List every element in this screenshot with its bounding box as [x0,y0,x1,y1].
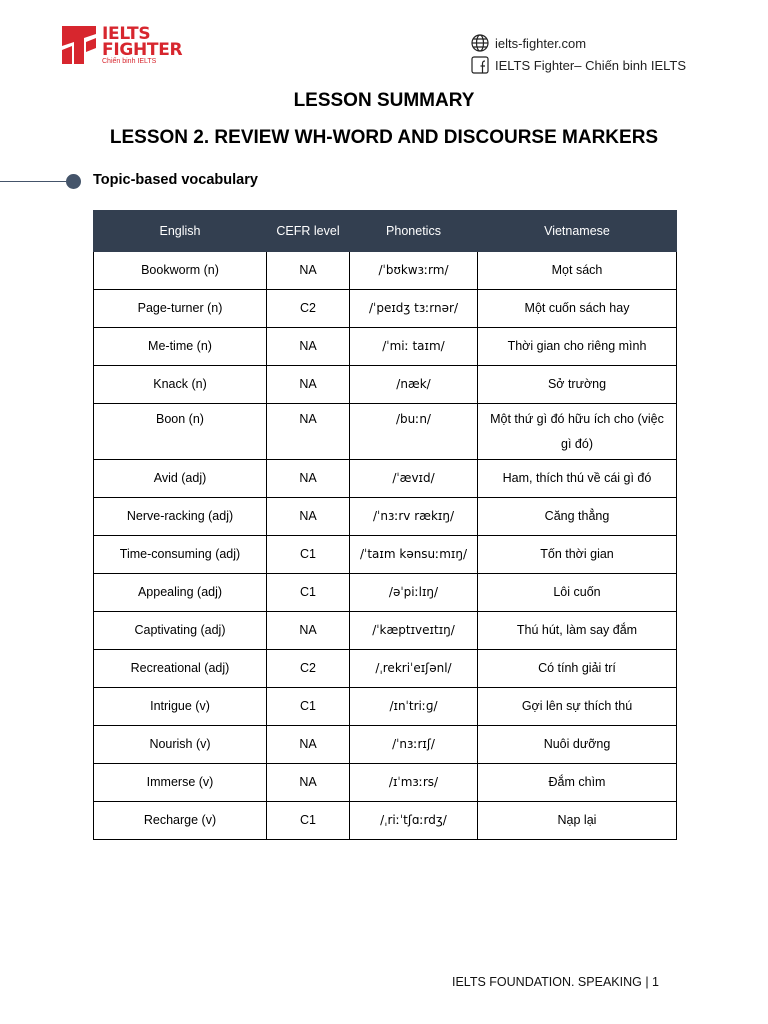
english-cell: Time-consuming (adj) [94,536,267,574]
website-link[interactable]: ielts-fighter.com [495,35,587,51]
phonetics-cell: /əˈpiːlɪŋ/ [350,574,478,612]
table-row [94,802,677,840]
facebook-icon [471,56,489,74]
vocabulary-table [93,210,677,840]
cefr-cell: NA [267,252,350,290]
brand-logo [62,26,192,72]
vietnamese-cell: Tốn thời gian [478,536,677,574]
section-bullet-icon [66,174,81,189]
column-header-vietnamese: Vietnamese [478,211,677,252]
cefr-cell: C1 [267,574,350,612]
english-cell: Avid (adj) [94,460,267,498]
section-line [0,181,66,182]
table-row [94,612,677,650]
table-row [94,498,677,536]
english-cell: Recharge (v) [94,802,267,840]
english-cell: Me-time (n) [94,328,267,366]
phonetics-cell: /ˈmiː taɪm/ [350,328,478,366]
phonetics-cell: /ˈtaɪm kənsuːmɪŋ/ [350,536,478,574]
vietnamese-cell: Đắm chìm [478,764,677,802]
website-row [471,32,686,54]
cefr-cell: C2 [267,290,350,328]
phonetics-cell: /ˈkæptɪveɪtɪŋ/ [350,612,478,650]
phonetics-cell: /ˌriːˈtʃɑːrdʒ/ [350,802,478,840]
phonetics-cell: /ˈnɜːrv rækɪŋ/ [350,498,478,536]
english-cell: Page-turner (n) [94,290,267,328]
vietnamese-cell: Nạp lại [478,802,677,840]
table-row [94,574,677,612]
logo-line-2: FIGHTER [102,40,183,60]
cefr-cell: NA [267,726,350,764]
vietnamese-cell: Một thứ gì đó hữu ích cho (việc gì đó) [478,404,677,460]
phonetics-cell: /ɪnˈtriːɡ/ [350,688,478,726]
ielts-fighter-logo-icon [62,26,96,64]
page-title: LESSON SUMMARY [293,90,475,111]
table-body [94,252,677,840]
english-cell: Nourish (v) [94,726,267,764]
phonetics-cell: /ˈnɜːrɪʃ/ [350,726,478,764]
cefr-cell: NA [267,328,350,366]
phonetics-cell: /ˈævɪd/ [350,460,478,498]
vietnamese-cell: Thú hút, làm say đắm [478,612,677,650]
cefr-cell: C1 [267,536,350,574]
phonetics-cell: /ˌrekriˈeɪʃənl/ [350,650,478,688]
phonetics-cell: /ˈbʊkwɜːrm/ [350,252,478,290]
english-cell: Nerve-racking (adj) [94,498,267,536]
column-header-english: English [94,211,267,252]
english-cell: Captivating (adj) [94,612,267,650]
phonetics-cell: /næk/ [350,366,478,404]
vietnamese-cell: Thời gian cho riêng mình [478,328,677,366]
cefr-cell: C1 [267,802,350,840]
facebook-link[interactable]: IELTS Fighter– Chiến binh IELTS [495,57,687,73]
table-header-row [94,211,677,252]
table-row [94,290,677,328]
english-cell: Intrigue (v) [94,688,267,726]
vietnamese-cell: Mọt sách [478,252,677,290]
cefr-cell: NA [267,404,350,460]
page-footer: IELTS FOUNDATION. SPEAKING | 1 [452,975,659,989]
table-row [94,650,677,688]
vietnamese-cell: Nuôi dưỡng [478,726,677,764]
english-cell: Immerse (v) [94,764,267,802]
column-header-cefr: CEFR level [267,211,350,252]
phonetics-cell: /buːn/ [350,404,478,460]
cefr-cell: C2 [267,650,350,688]
vietnamese-cell: Một cuốn sách hay [478,290,677,328]
logo-tagline: Chiến binh IELTS [102,58,157,65]
english-cell: Recreational (adj) [94,650,267,688]
table-row [94,328,677,366]
english-cell: Boon (n) [94,404,267,460]
table-row [94,460,677,498]
table-row [94,764,677,802]
section-title: Topic-based vocabulary [93,172,258,188]
globe-icon [471,34,489,52]
vietnamese-cell: Gợi lên sự thích thú [478,688,677,726]
logo-line-1: IELTS [102,24,151,44]
contact-info [471,32,686,76]
logo-wordmark [102,26,182,58]
vietnamese-cell: Lôi cuốn [478,574,677,612]
phonetics-cell: /ɪˈmɜːrs/ [350,764,478,802]
cefr-cell: NA [267,460,350,498]
table-row [94,404,677,460]
cefr-cell: NA [267,612,350,650]
cefr-cell: NA [267,764,350,802]
vietnamese-cell: Căng thẳng [478,498,677,536]
phonetics-cell: /ˈpeɪdʒ tɜːrnər/ [350,290,478,328]
table-row [94,688,677,726]
lesson-title: LESSON 2. REVIEW WH-WORD AND DISCOURSE MARKERS [109,127,659,148]
english-cell: Appealing (adj) [94,574,267,612]
table-row [94,252,677,290]
vietnamese-cell: Có tính giải trí [478,650,677,688]
cefr-cell: NA [267,366,350,404]
cefr-cell: NA [267,498,350,536]
table-row [94,726,677,764]
facebook-row [471,54,686,76]
english-cell: Bookworm (n) [94,252,267,290]
cefr-cell: C1 [267,688,350,726]
table-row [94,366,677,404]
vietnamese-cell: Sở trường [478,366,677,404]
column-header-phonetics: Phonetics [350,211,478,252]
table-row [94,536,677,574]
vietnamese-cell: Ham, thích thú về cái gì đó [478,460,677,498]
english-cell: Knack (n) [94,366,267,404]
